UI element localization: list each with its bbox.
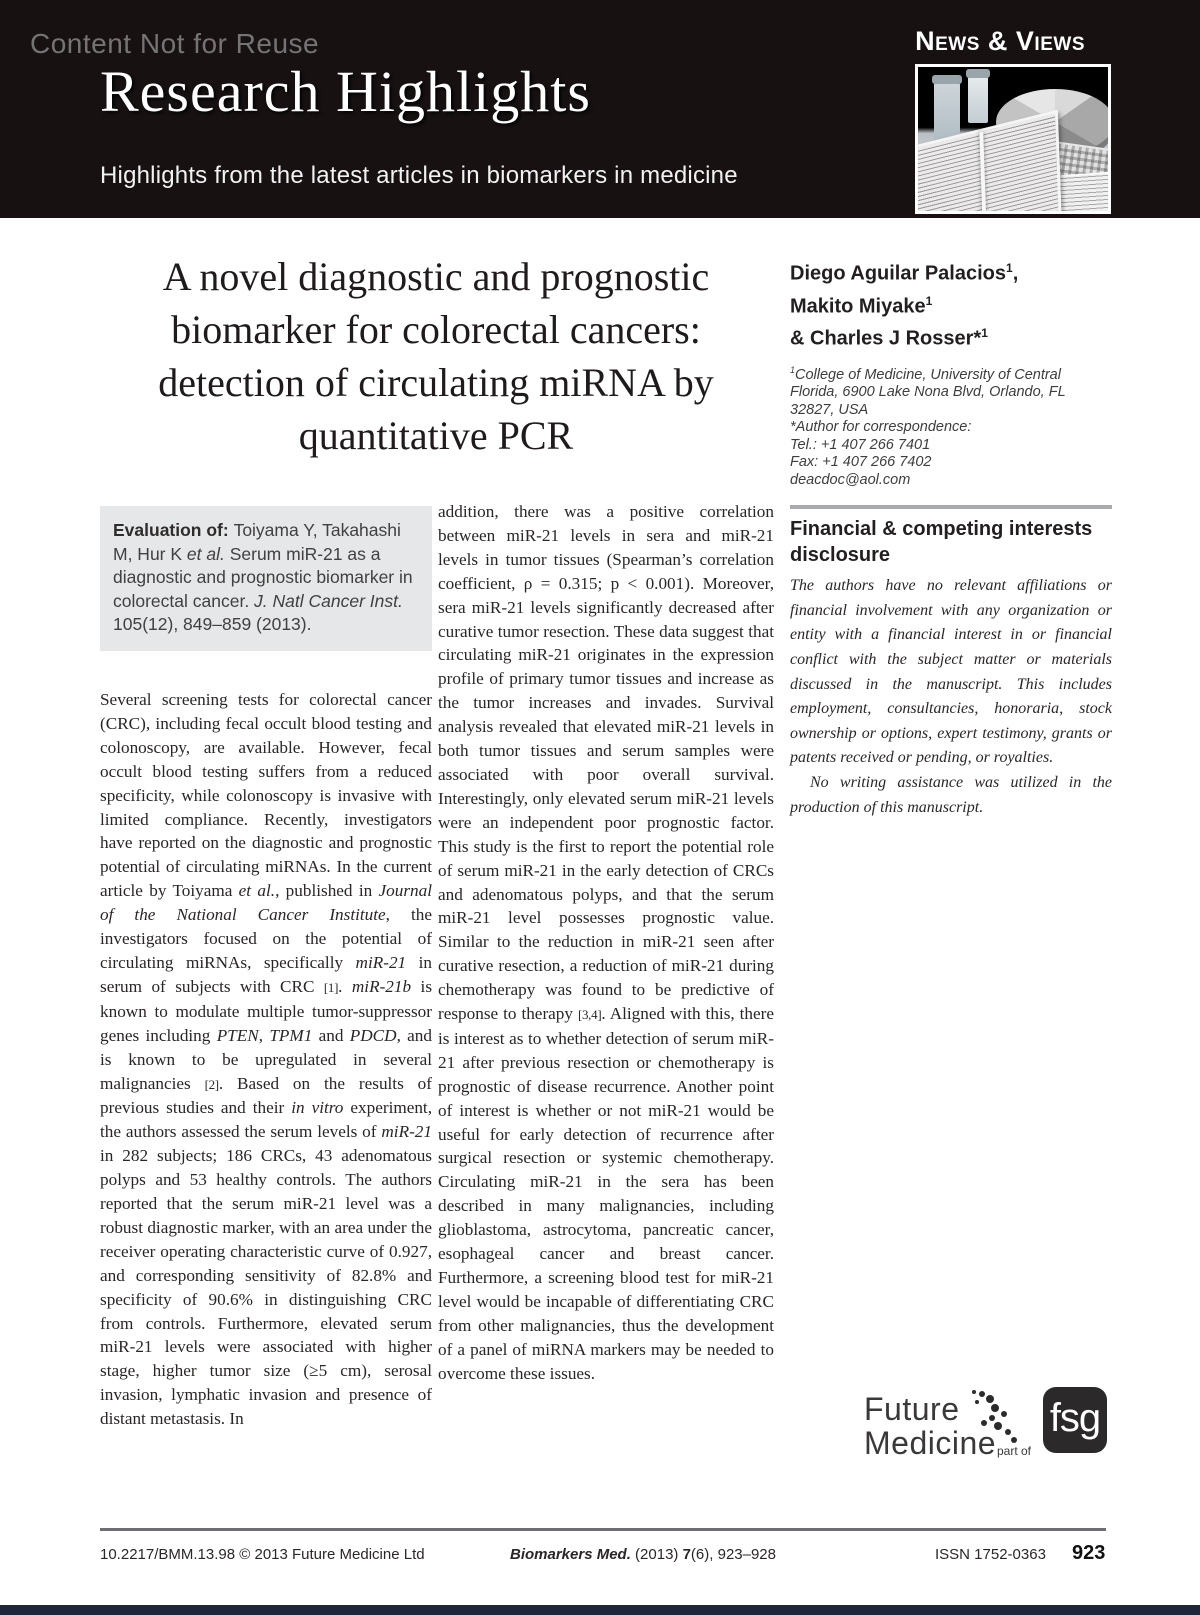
- fsg-logo: fsg: [1043, 1387, 1107, 1453]
- future-medicine-dots-icon: [972, 1390, 976, 1394]
- disclosure-paragraph: No writing assistance was utilized in the production of this manuscript.: [790, 774, 1112, 816]
- banner-subtitle: Highlights from the latest articles in biomarkers in medicine: [100, 162, 738, 189]
- news-views-photo: [915, 64, 1111, 214]
- author-names: Diego Aguilar Palacios$^1$, Makito Miyake$^1$ & Charles J Rosser*$^1$: [790, 261, 1019, 350]
- disclosure-heading: Financial & competing interests disclosure: [790, 518, 1093, 567]
- evaluation-box: Evaluation of: Toiyama Y, Takahashi M, Hur K et al. Serum miR-21 as a diagnostic and prognostic biomarker in colorectal cancer. J. Natl Cancer Inst. 105(12), 849–859 (2013).: [100, 506, 432, 651]
- bottom-edge-bar: [0, 1605, 1200, 1615]
- part-of-label: part of: [997, 1444, 1032, 1458]
- journal-citation: Biomarkers Med. (2013) 7(6), 923–928: [509, 1546, 777, 1563]
- section-divider: [790, 505, 1112, 509]
- footer: [0, 1542, 1200, 1572]
- body-column-right: addition, there was a positive correlation between miR-21 levels in sera and miR-21 levels in tumor tissues (Spearman’s correlation coefficient, ρ = 0.315; p < 0.001). Moreover, sera miR-21 levels significantly decreased after curative tumor resection. These data suggest that circulating miR-21 originates in the expression profile of primary tumor tissues and increase as the tumor increases and invades. Survival analysis revealed that elevated miR-21 levels in both tumor tissues and serum samples were associated with poor overall survival. Interestingly, only elevated serum miR-21 levels were an independent poor prognostic factor. This study is the first to report the potential role of serum miR-21 in the early detection of CRCs and adenomatous polyps, and that the serum miR-21 level possesses prognostic value. Similar to the reduction in miR-21 seen after curative resection, a reduction of miR-21 during chemotherapy was found to be predictive of response to therapy [3,4]. Aligned with this, there is interest as to whether detection of serum miR-21 after previous resection or chemotherapy is prognostic of disease recurrence. Another point of interest is whether or not miR-21 would be useful for early detection of recurrence after surgical resection or systemic chemotherapy. Circulating miR-21 in the sera has been described in many malignancies, including glioblastoma, astrocytoma, pancreatic cancer, esophageal cancer and breast cancer. Furthermore, a screening blood test for miR-21 level would be incapable of differentiating CRC from other malignancies, thus the development of a panel of miRNA markers may be needed to overcome these issues.: [438, 502, 774, 1383]
- section-label: News & Views: [915, 26, 1085, 56]
- page-title: Research Highlights: [100, 59, 591, 124]
- body-column-left: Several screening tests for colorectal cancer (CRC), including fecal occult blood testing and colonoscopy, are available. However, fecal occult blood testing suffers from a reduced specificity, while colonoscopy is invasive with limited compliance. Recently, investigators have reported on the diagnostic and prognostic potential of circulating miRNAs. In the current article by Toiyama et al., published in Journal of the National Cancer Institute, the investigators focused on the potential of circulating miRNAs, specifically miR-21 in serum of subjects with CRC [1]. miR-21b is known to modulate multiple tumor-suppressor genes including PTEN, TPM1 and PDCD, and is known to be upregulated in several malignancies [2]. Based on the results of previous studies and their in vitro experiment, the authors assessed the serum levels of miR-21 in 282 subjects; 186 CRCs, 43 adenomatous polyps and 53 healthy controls. The authors reported that the serum miR-21 level was a robust diagnostic marker, with an area under the receiver operating characteristic curve of 0.927, and corresponding sensitivity of 82.8% and specificity of 90.6% in distinguishing CRC from controls. Furthermore, elevated serum miR-21 levels were associated with higher stage, higher tumor size (≥5 cm), serosal invasion, lymphatic invasion and presence of distant metastasis. In: [100, 690, 433, 1429]
- vial-image: [968, 75, 988, 123]
- disclosure-paragraph: The authors have no relevant affiliations or financial involvement with any organization or entity with a financial interest in or financial conflict with the subject matter or materials discussed in the manuscript. This includes employment, consultancies, honoraria, stock ownership or options, expert testimony, grants or patents received or pending, or royalties.: [790, 577, 1112, 767]
- author-affiliation[interactable]: $^1$College of Medicine, University of Central Florida, 6900 Lake Nona Blvd, Orlando, FL 32827, USA *Author for correspondence: Tel.: +1 407 266 7401 Fax: +1 407 266 7402 deacdoc@aol.com: [790, 364, 1066, 488]
- footer-divider: [100, 1528, 1106, 1531]
- future-medicine-logo: Future Medicine: [864, 1391, 997, 1461]
- article-title: A novel diagnostic and prognostic biomarker for colorectal cancers: detection of circulating miRNA by quantitative PCR: [158, 254, 714, 458]
- issn-label: ISSN 1752-0363: [935, 1546, 1046, 1563]
- watermark-text: Content Not for Reuse: [30, 28, 320, 59]
- page-number: 923: [1072, 1542, 1106, 1564]
- header-banner: [0, 0, 1200, 218]
- disclosure-body: [790, 574, 1112, 820]
- doi-copyright: 10.2217/BMM.13.98 © 2013 Future Medicine Ltd: [100, 1546, 425, 1563]
- sidebar: [790, 255, 1112, 820]
